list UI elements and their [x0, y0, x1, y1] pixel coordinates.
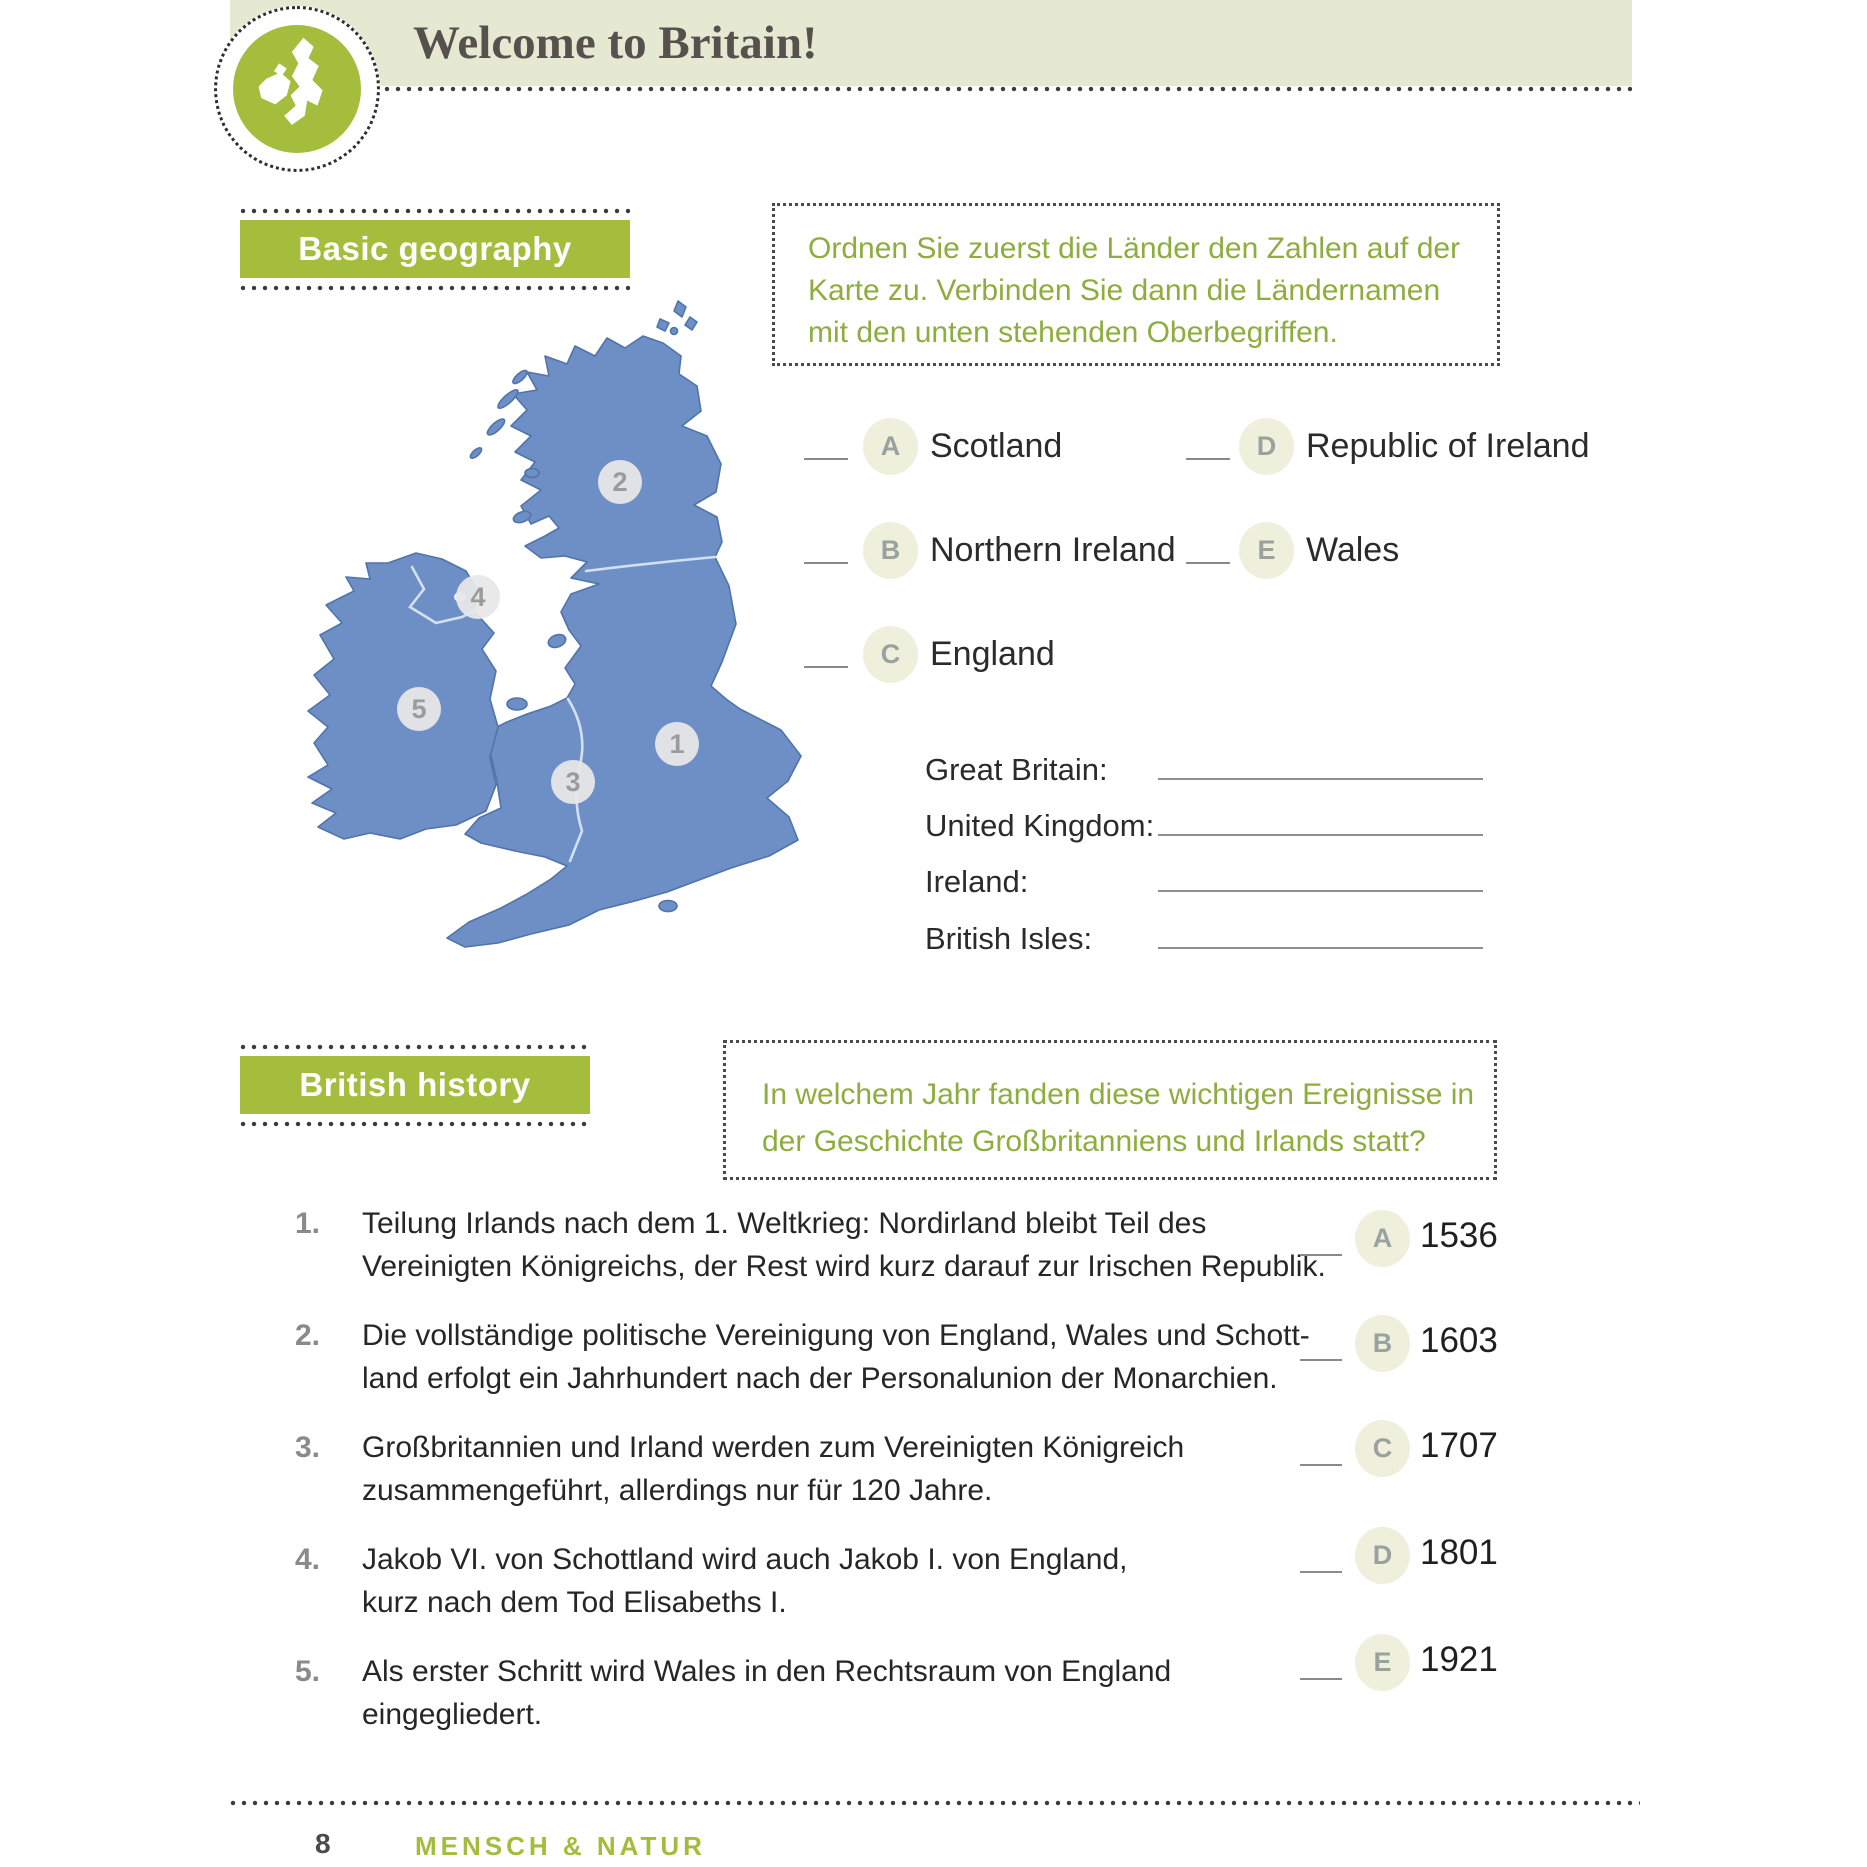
year-badge-a[interactable]: A — [1355, 1210, 1410, 1267]
geo-label-bottom-dots — [240, 285, 630, 291]
year-1921: 1921 — [1420, 1640, 1498, 1679]
country-label-england: England — [930, 635, 1055, 673]
term-united-kingdom: United Kingdom: — [925, 808, 1155, 843]
answer-blank-northern-ireland[interactable] — [804, 562, 848, 564]
event-text: Jakob VI. von Schottland wird auch Jakob I. von England, — [362, 1543, 1128, 1576]
event-text: land erfolgt ein Jahrhundert nach der Personalunion der Monarchien. — [362, 1362, 1278, 1395]
british-isles-map — [270, 295, 830, 965]
year-badge-c[interactable]: C — [1355, 1420, 1410, 1477]
britain-map-icon — [233, 25, 361, 153]
year-1707: 1707 — [1420, 1426, 1498, 1465]
year-blank-b[interactable] — [1300, 1359, 1342, 1361]
page-title: Welcome to Britain! — [413, 17, 818, 69]
letter-badge-e[interactable]: E — [1239, 522, 1294, 579]
answer-blank-scotland[interactable] — [804, 458, 848, 460]
history-label-top-dots — [240, 1044, 590, 1050]
country-label-wales: Wales — [1306, 531, 1400, 569]
year-1801: 1801 — [1420, 1533, 1498, 1572]
page-number: 8 — [315, 1828, 331, 1859]
map-marker-2[interactable]: 2 — [598, 460, 642, 504]
country-label-scotland: Scotland — [930, 427, 1063, 465]
geo-instruction-line: Ordnen Sie zuerst die Länder den Zahlen auf der — [808, 232, 1461, 265]
term-great-britain: Great Britain: — [925, 752, 1108, 787]
header-divider — [230, 86, 1632, 92]
event-text: Großbritannien und Irland werden zum Vereinigten Königreich — [362, 1431, 1185, 1464]
year-badge-d[interactable]: D — [1355, 1527, 1410, 1584]
letter-badge-b[interactable]: B — [863, 522, 918, 579]
event-text: eingegliedert. — [362, 1698, 543, 1731]
year-blank-e[interactable] — [1300, 1678, 1342, 1680]
event-text: Teilung Irlands nach dem 1. Weltkrieg: Nordirland bleibt Teil des — [362, 1207, 1207, 1240]
geo-label-top-dots — [240, 208, 630, 214]
event-number-4: 4. — [295, 1543, 321, 1576]
geo-instruction-line: Karte zu. Verbinden Sie dann die Ländernamen — [808, 274, 1441, 307]
isle-of-man-shape — [546, 632, 567, 649]
geography-instruction-box — [772, 203, 1500, 366]
letter-badge-a[interactable]: A — [863, 418, 918, 475]
term-blank-great-britain[interactable] — [1158, 778, 1483, 780]
event-number-3: 3. — [295, 1431, 321, 1464]
country-label-republic-of-ireland: Republic of Ireland — [1306, 427, 1590, 465]
footer-divider — [230, 1800, 1640, 1806]
chapter-title: MENSCH & NATUR — [415, 1831, 706, 1861]
year-1536: 1536 — [1420, 1216, 1498, 1255]
country-label-northern-ireland: Northern Ireland — [930, 531, 1176, 569]
letter-badge-c[interactable]: C — [863, 626, 918, 683]
event-text: kurz nach dem Tod Elisabeths I. — [362, 1586, 787, 1619]
term-blank-united-kingdom[interactable] — [1158, 834, 1483, 836]
history-instruction-line: In welchem Jahr fanden diese wichtigen Ereignisse in — [762, 1078, 1475, 1111]
anglesey-shape — [507, 698, 527, 710]
year-blank-d[interactable] — [1300, 1571, 1342, 1573]
event-text: Als erster Schritt wird Wales in den Rechtsraum von England — [362, 1655, 1172, 1688]
history-label-bottom-dots — [240, 1121, 590, 1127]
answer-blank-wales[interactable] — [1186, 562, 1230, 564]
event-number-2: 2. — [295, 1319, 321, 1352]
map-marker-3[interactable]: 3 — [551, 760, 595, 804]
event-text: Vereinigten Königreichs, der Rest wird kurz darauf zur Irischen Republik. — [362, 1250, 1326, 1283]
answer-blank-republic-of-ireland[interactable] — [1186, 458, 1230, 460]
event-number-1: 1. — [295, 1207, 321, 1240]
year-blank-c[interactable] — [1300, 1464, 1342, 1466]
history-instruction-line: der Geschichte Großbritanniens und Irlands statt? — [762, 1125, 1426, 1158]
year-badge-b[interactable]: B — [1355, 1315, 1410, 1372]
answer-blank-england[interactable] — [804, 666, 848, 668]
map-marker-5[interactable]: 5 — [397, 687, 441, 731]
geo-instruction-line: mit den unten stehenden Oberbegriffen. — [808, 316, 1338, 349]
year-blank-a[interactable] — [1300, 1254, 1342, 1256]
map-marker-4[interactable]: 4 — [456, 575, 500, 619]
year-badge-e[interactable]: E — [1355, 1634, 1410, 1691]
year-1603: 1603 — [1420, 1321, 1498, 1360]
term-blank-ireland[interactable] — [1158, 890, 1483, 892]
section-label-basic-geography: Basic geography — [240, 220, 630, 278]
term-ireland: Ireland: — [925, 864, 1029, 899]
event-text: Die vollständige politische Vereinigung von England, Wales und Schott- — [362, 1319, 1310, 1352]
section-label-british-history: British history — [240, 1056, 590, 1114]
history-instruction-box — [723, 1040, 1497, 1180]
term-british-isles: British Isles: — [925, 921, 1093, 956]
isle-of-wight-shape — [659, 901, 677, 912]
map-marker-1[interactable]: 1 — [655, 722, 699, 766]
event-text: zusammengeführt, allerdings nur für 120 Jahre. — [362, 1474, 993, 1507]
letter-badge-d[interactable]: D — [1239, 418, 1294, 475]
term-blank-british-isles[interactable] — [1158, 947, 1483, 949]
event-number-5: 5. — [295, 1655, 321, 1688]
